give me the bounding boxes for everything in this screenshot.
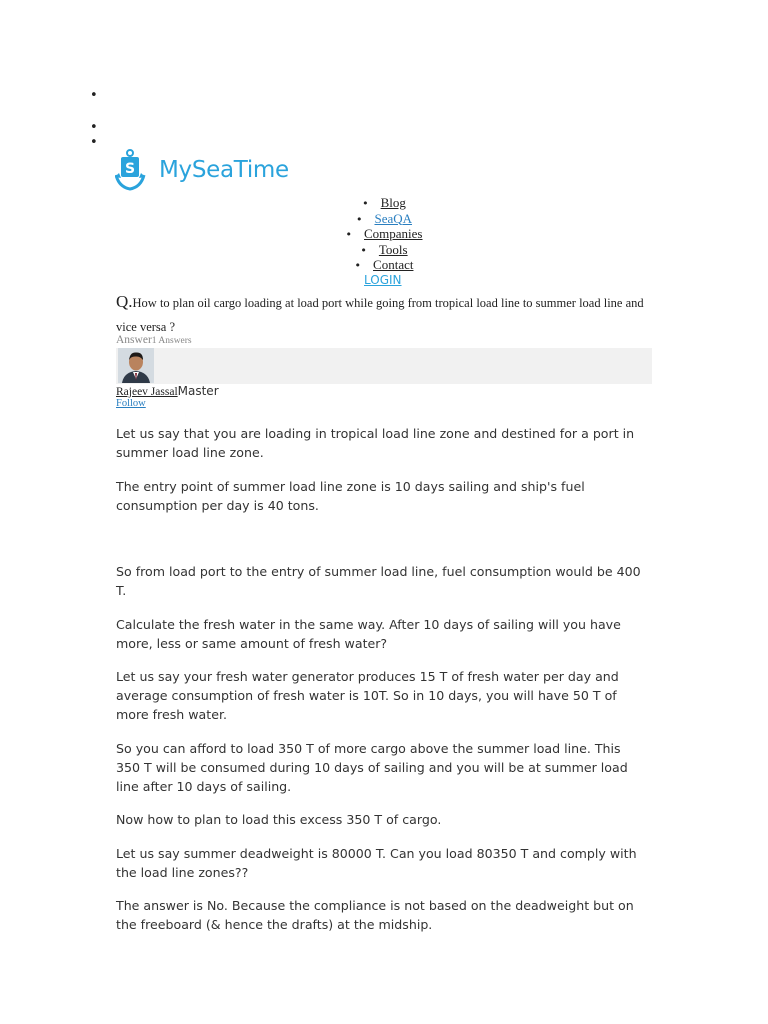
person-avatar-icon xyxy=(118,348,154,383)
answer-paragraph: Let us say that you are loading in tropical load line zone and destined for a port in summer load line zone. xyxy=(116,426,635,460)
answer-paragraph: So from load port to the entry of summer load line, fuel consumption would be 400 T. xyxy=(116,564,641,598)
nav-link-contact[interactable]: Contact xyxy=(373,257,414,272)
question-text: How to plan oil cargo loading at load port while going from tropical load line to summer load line and vice versa ? xyxy=(116,296,644,334)
empty-list-item xyxy=(86,135,98,147)
answer-paragraph: The answer is No. Because the compliance is not based on the deadweight but on the freeboard (& hence the drafts) at the midship. xyxy=(116,898,634,932)
question-title xyxy=(116,290,646,339)
answers-count-text: 1 Answers xyxy=(151,336,192,346)
anchor-logo-icon xyxy=(115,149,151,191)
svg-text:S: S xyxy=(124,161,136,177)
answers-count xyxy=(116,334,192,346)
nav-item-contact: • Contact xyxy=(354,257,414,272)
nav-link-blog[interactable]: Blog xyxy=(380,195,406,210)
nav-link-seaqa[interactable]: SeaQA xyxy=(374,210,413,226)
answer-body xyxy=(116,424,646,949)
login-link[interactable]: LOGIN xyxy=(364,273,402,287)
answers-label: Answer xyxy=(116,334,152,346)
main-nav xyxy=(0,195,768,273)
nav-item-seaqa: • SeaQA xyxy=(355,210,413,226)
empty-list-item xyxy=(86,88,98,100)
nav-item-blog: • Blog xyxy=(362,195,406,210)
answer-paragraph: Let us say your fresh water generator produces 15 T of fresh water per day and average consumption of fresh water is 10T. So in 10 days, you will have 50 T of more fresh water. xyxy=(116,669,619,722)
avatar[interactable] xyxy=(118,348,154,383)
nav-item-tools: • Tools xyxy=(360,241,408,257)
nav-item-companies: • Companies xyxy=(345,226,423,241)
nav-link-tools[interactable]: Tools xyxy=(378,241,408,257)
answer-paragraph: Now how to plan to load this excess 350 T of cargo. xyxy=(116,812,442,827)
site-logo[interactable] xyxy=(115,148,289,192)
answer-paragraph: Let us say summer deadweight is 80000 T. Can you load 80350 T and comply with the load line zones?? xyxy=(116,845,637,880)
empty-list-item xyxy=(86,120,98,132)
author-role: Master xyxy=(177,384,219,398)
answer-paragraph: The entry point of summer load line zone is 10 days sailing and ship's fuel consumption per day is 40 tons. xyxy=(116,478,585,513)
author-line xyxy=(116,384,219,398)
answer-paragraph: Calculate the fresh water in the same way. After 10 days of sailing will you have more, less or same amount of fresh water? xyxy=(116,616,621,651)
follow-link[interactable]: Follow xyxy=(116,398,146,409)
answer-header-bar xyxy=(116,348,652,384)
brand-name: MySeaTime xyxy=(159,157,289,183)
question-prefix: Q. xyxy=(116,292,133,311)
author-name-link[interactable]: Rajeev Jassal xyxy=(116,386,178,398)
answer-paragraph: So you can afford to load 350 T of more cargo above the summer load line. This 350 T will be consumed during 10 days of sailing and you will be at summer load line after 10 days of sailing. xyxy=(116,740,628,794)
blank-spacer xyxy=(116,529,646,562)
nav-link-companies[interactable]: Companies xyxy=(364,226,423,241)
